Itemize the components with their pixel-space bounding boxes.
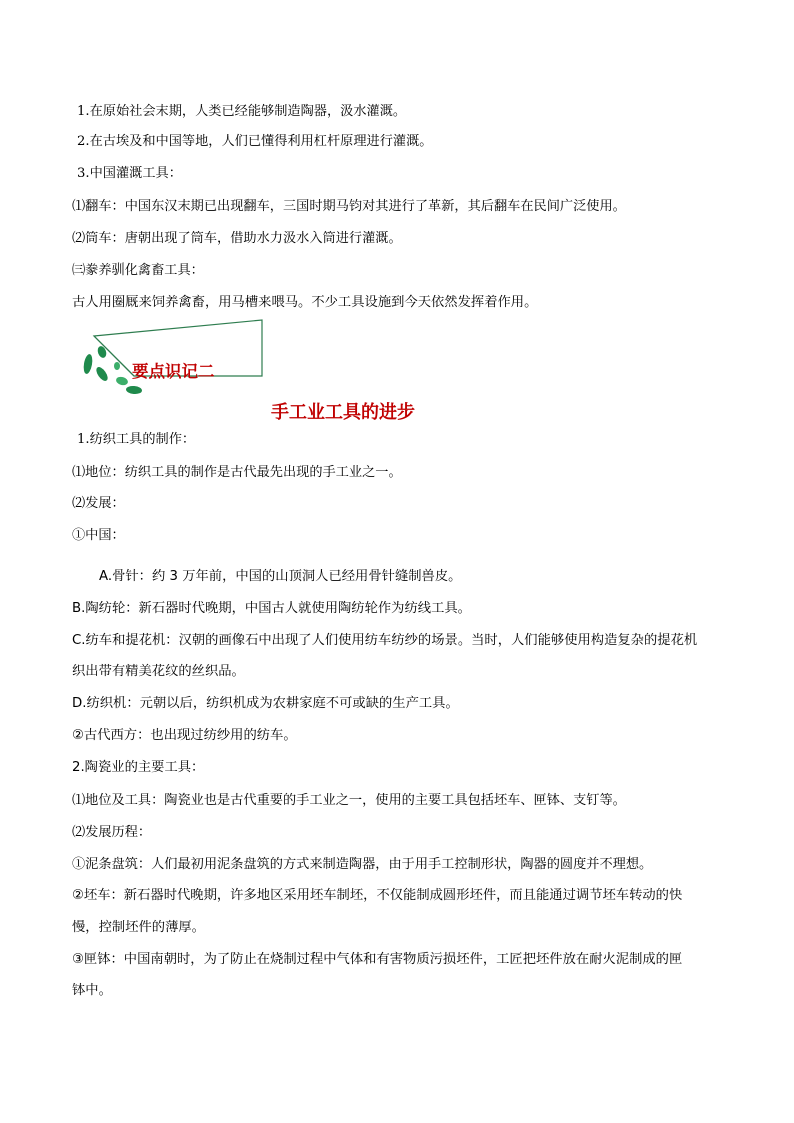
leaf-icon xyxy=(126,385,143,394)
text-line: ②古代西方：也出现过纺纱用的纺车。 xyxy=(72,728,297,743)
text-line: ⑴地位：纺织工具的制作是古代最先出现的手工业之一。 xyxy=(72,465,402,480)
text-line: D.纺织机：元朝以后，纺织机成为农耕家庭不可或缺的生产工具。 xyxy=(72,696,459,711)
text-line: 2.在古埃及和中国等地，人们已懂得利用杠杆原理进行灌溉。 xyxy=(77,134,433,149)
leaf-icon xyxy=(114,362,120,370)
text-line: ㈢豢养驯化禽畜工具： xyxy=(72,263,204,278)
section-title: 手工业工具的进步 xyxy=(271,402,415,423)
text-line: ⑴地位及工具：陶瓷业也是古代重要的手工业之一，使用的主要工具包括坯车、匣钵、支钉等。 xyxy=(72,793,626,808)
leaf-icon xyxy=(82,353,93,374)
text-line: A.骨针：约 3 万年前，中国的山顶洞人已经用骨针缝制兽皮。 xyxy=(99,569,462,584)
text-line: ①泥条盘筑：人们最初用泥条盘筑的方式来制造陶器，由于用手工控制形状，陶器的圆度并不理想。 xyxy=(72,857,653,872)
leaf-icon xyxy=(115,376,129,387)
text-line: ②坯车：新石器时代晚期，许多地区采用坯车制坯，不仅能制成圆形坯件，而且能通过调节坯车转动的快 xyxy=(72,888,683,903)
text-line: B.陶纺轮：新石器时代晚期，中国古人就使用陶纺轮作为纺线工具。 xyxy=(72,601,471,616)
text-line: ⑴翻车：中国东汉末期已出现翻车，三国时期马钧对其进行了革新，其后翻车在民间广泛使用。 xyxy=(72,199,626,214)
text-line: ⑵筒车：唐朝出现了筒车，借助水力汲水入筒进行灌溉。 xyxy=(72,231,402,246)
banner-label: 要点识记二 xyxy=(132,362,215,381)
text-line: 慢，控制坯件的薄厚。 xyxy=(72,920,205,935)
text-line: 1.在原始社会末期，人类已经能够制造陶器，汲水灌溉。 xyxy=(77,104,407,119)
text-line: 1.纺织工具的制作： xyxy=(77,432,196,447)
text-line: ①中国： xyxy=(72,528,125,543)
text-line: 3.中国灌溉工具： xyxy=(77,166,182,181)
leaf-icon xyxy=(94,365,110,383)
text-line: ③匣钵：中国南朝时，为了防止在烧制过程中气体和有害物质污损坯件，工匠把坯件放在耐火泥制成的匣 xyxy=(72,952,683,967)
text-line: 钵中。 xyxy=(72,983,112,998)
text-line: C.纺车和提花机：汉朝的画像石中出现了人们使用纺车纺纱的场景。当时，人们能够使用构造复杂的提花机 xyxy=(72,633,698,648)
section-banner-graphic xyxy=(72,318,272,396)
text-line: ⑵发展： xyxy=(72,496,125,511)
text-line: 织出带有精美花纹的丝织品。 xyxy=(72,664,245,679)
text-line: 2.陶瓷业的主要工具： xyxy=(72,760,205,775)
leaf-icon xyxy=(96,345,108,359)
text-line: ⑵发展历程： xyxy=(72,825,152,840)
text-line: 古人用圈厩来饲养禽畜，用马槽来喂马。不少工具设施到今天依然发挥着作用。 xyxy=(72,295,538,310)
